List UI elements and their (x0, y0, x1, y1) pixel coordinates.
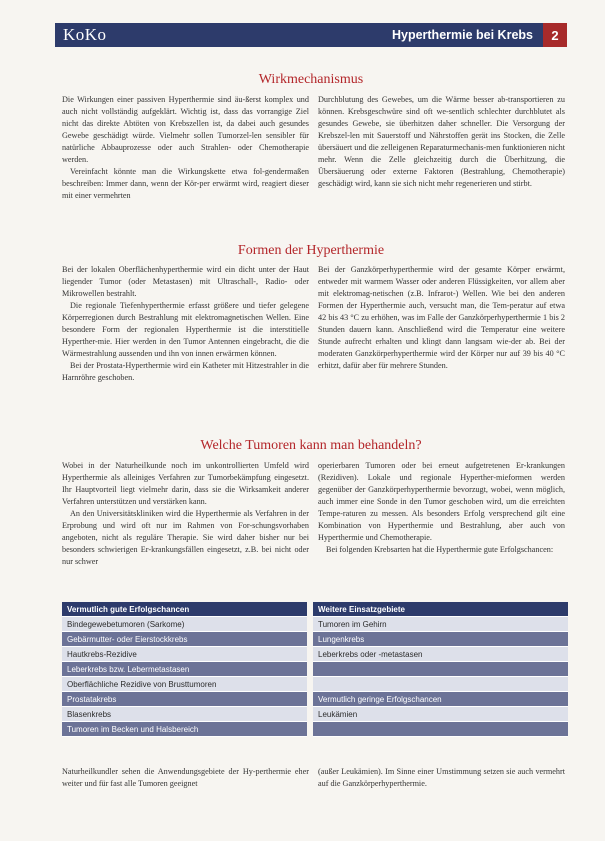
table-cell: Oberflächliche Rezidive von Brusttumoren (62, 677, 307, 692)
paragraph: Bei der lokalen Oberflächenhyperthermie wird ein dicht unter der Haut liegender Tumor (oder Metastasen) mit Ultraschall-, Radio- oder Mikrowellen bestrahlt. (62, 265, 309, 298)
table-cell: Blasenkrebs (62, 707, 307, 722)
paragraph: operierbaren Tumoren oder bei erneut aufgetretenen Er-krankungen (Rezidiven). Lokale und regionale Hyperther-mieformen werden gegenüber der Ganzkörperhyperthermie bevorzugt, wobei, wenn möglich, auch immer eine Sonde in den Tumor geschoben wird, um die erreichten Tempe-raturen zu messen. Als besonders Erfolg versprechend gilt eine Kombination von Hyperthermie und Bestrahlung, aber auch von Hyperthermie und Chemotherapie. (318, 461, 565, 542)
table-cell: Bindegewebetumoren (Sarkome) (62, 617, 307, 632)
table-row (62, 632, 568, 647)
paragraph: Die regionale Tiefenhyperthermie erfasst größere und tiefer gelegene Körperregionen durch Bestrahlung mit elektromagnetischen Wellen. Eine besondere Form der regionalen Hyperthermie ist die interstitielle Hyperther-mie. Hier werden in den Tumor Antennen eingebracht, die die Wärmestrahlung aussenden und ihn von innen erwärmen können. (62, 301, 309, 358)
section-title-formen: Formen der Hyperthermie (237, 243, 385, 258)
table-cell: Leberkrebs oder -metastasen (313, 647, 568, 662)
section-1-left-column (62, 94, 309, 202)
header-title: Hyperthermie bei Krebs (391, 28, 533, 42)
table-row (62, 722, 568, 737)
table-row (62, 707, 568, 722)
table-cell (313, 677, 568, 692)
table-cell: Vermutlich geringe Erfolgschancen (313, 692, 568, 707)
paragraph: Bei der Prostata-Hyperthermie wird ein Katheter mit Hitzestrahler in die Harnröhre geschoben. (62, 361, 309, 382)
footer-right-column (318, 766, 565, 790)
paragraph: Naturheilkundler sehen die Anwendungsgebiete der Hy-perthermie eher weiter und für fast alle Tumoren geeignet (62, 767, 309, 788)
table-row (62, 692, 568, 707)
table-row (62, 617, 568, 632)
section-2-right-column (318, 264, 565, 372)
table-header-row (62, 602, 568, 617)
table-header-right: Weitere Einsatzgebiete (313, 602, 568, 617)
table-cell: Gebärmutter- oder Eierstockkrebs (62, 632, 307, 647)
paragraph: Durchblutung des Gewebes, um die Wärme besser ab-transportieren zu können. Krebsgeschwüre sind oft we-sentlich schlechter durchblutet als gesundes Gewebe, sie überhitzen daher schneller. Die Versorgung der Krebszel-len mit Sauerstoff und Nährstoffen gerät ins Stocken, die Zelle übersäuert und die zelleigenen Reparaturmechanis-men funktionieren nicht mehr. Wenn die Zelle gleichzeitig durch die Überhitzung, die Übersäuerung oder externe Faktoren (Bestrahlung, Chemotherapie) geschädigt wird, kann sie sich nicht mehr regenerieren und stirbt. (318, 95, 565, 188)
table-cell (313, 662, 568, 677)
table-cell (313, 722, 568, 737)
paragraph: Die Wirkungen einer passiven Hyperthermie sind äu-ßerst komplex und auch nicht vollständig aufgeklärt. Wichtig ist, dass das vorrangige Ziel nicht das direkte Abtöten von Krebszellen ist, da dabei auch gesundes Gewebe geschädigt würde. Vielmehr sollen Tumorzel-len sensibler für natürliche Abbauprozesse oder auch Strahlen- oder Chemotherapie werden. (62, 95, 309, 164)
table-cell: Tumoren im Becken und Halsbereich (62, 722, 307, 737)
table-header-left: Vermutlich gute Erfolgschancen (62, 602, 307, 617)
page-header (55, 23, 567, 47)
paragraph: Bei der Ganzkörperhyperthermie wird der gesamte Körper erwärmt, entweder mit warmem Wasser oder anderen Flüssigkeiten, vor allem aber mit elektromag-netischen (z.B. Infrarot-) Wellen. Wie bei den anderen Formen der Hyperthermie auch, versucht man, die Tem-peratur auf etwa 42 bis 43 °C zu erhöhen, was im Falle der Ganzkörperhyperthermie 1 bis 2 Stunden dauern kann. Anschließend wird die Temperatur eine weitere Stunde aufrecht erhalten und klingt dann langsam wie-der ab. Bei der moderaten Ganzkörperhyperthermie wird der Körper nur auf 39 bis 40 °C erhitzt, dafür aber für mehrere Stunden. (318, 265, 565, 370)
paragraph: Vereinfacht könnte man die Wirkungskette etwa fol-gendermaßen beschreiben: Immer dann, wenn der Kör-per erwärmt wird, reagiert dieser mit einer vermehrten (62, 167, 309, 200)
cancer-types-table (62, 602, 568, 737)
page-number: 2 (543, 23, 567, 47)
brand-logo: KoKo (63, 25, 107, 44)
paragraph: An den Universitätskliniken wird die Hyperthermie als Verfahren in der Erprobung und wird oft nur im Rahmen von For-schungsvorhaben angeboten, nicht als reguläre Therapie. Sie wird daher bisher nur bei besonders schwierigen Er-krankungsfällen eingesetzt, z.B. bei nicht oder nur schwer (62, 509, 309, 566)
section-1-right-column (318, 94, 565, 190)
table-cell: Lungenkrebs (313, 632, 568, 647)
table-cell: Tumoren im Gehirn (313, 617, 568, 632)
table-cell: Leukämien (313, 707, 568, 722)
footer-left-column (62, 766, 309, 790)
section-title-tumoren: Welche Tumoren kann man behandeln? (200, 438, 422, 453)
table-cell: Hautkrebs-Rezidive (62, 647, 307, 662)
paragraph: Wobei in der Naturheilkunde noch im unkontrollierten Umfeld wird Hyperthermie als alleiniges Verfahren zur Tumorbekämpfung eingesetzt. Ihr Hauptvorteil liegt vielmehr darin, dass sie die Wirksamkeit anderer Verfahren unterstützen und verstärken kann. (62, 461, 309, 506)
table-row (62, 647, 568, 662)
table-row (62, 662, 568, 677)
table-row (62, 677, 568, 692)
paragraph: Bei folgenden Krebsarten hat die Hyperthermie gute Erfolgschancen: (326, 545, 554, 554)
section-3-left-column (62, 460, 309, 568)
section-3-right-column (318, 460, 565, 556)
table-cell: Prostatakrebs (62, 692, 307, 707)
table-cell: Leberkrebs bzw. Lebermetastasen (62, 662, 307, 677)
section-title-wirkmechanismus: Wirkmechanismus (258, 72, 364, 87)
section-2-left-column (62, 264, 309, 384)
paragraph: (außer Leukämien). Im Sinne einer Umstimmung setzen sie auch vermehrt auf die Ganzkörperhyperthermie. (318, 767, 565, 788)
